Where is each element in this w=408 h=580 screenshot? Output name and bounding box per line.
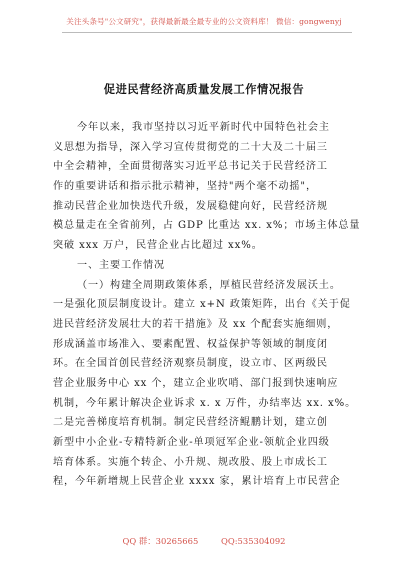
body-line: 义思想为指导，深入学习宣传贯彻党的二十大及二十届三	[53, 141, 328, 153]
footer-qq	[221, 536, 286, 546]
body-line: 环。在全国首创民营经济观察员制度，设立市、区两级民	[53, 358, 328, 370]
body-line: 形成涵盖市场准入、要素配置、权益保护等领域的制度闭	[53, 338, 328, 350]
body-line: 突破 xxx 万户，民营企业占比超过 xx%。	[53, 240, 263, 252]
body-line: 模总量走在全省前列，占 GDP 比重达 xx. x%；市场主体总量	[53, 220, 361, 232]
body-line: 今年以来，我市坚持以习近平新时代中国特色社会主	[77, 122, 330, 133]
footer-qq-label: QQ:	[220, 536, 238, 546]
body-line: 一是强化顶层制度设计。建立 x+N 政策矩阵，出台《关于促	[53, 299, 351, 311]
body-line: 作的重要讲话和指示批示精神，坚持"两个毫不动摇"，	[53, 181, 317, 193]
section-heading: 一、主要工作情况	[77, 259, 165, 271]
body-line: 培育体系。实施个转企、小升规、规改股、股上市成长工	[53, 456, 328, 468]
subsection-heading: （一）构建全周期政策体系，厚植民营经济发展沃土。	[77, 279, 341, 291]
body-line: 推动民营企业加快迭代升级，发展稳健向好，民营经济规	[53, 200, 328, 212]
body-line: 程，今年新增规上民营企业 xxxx 家，累计培育上市民营企	[53, 476, 341, 488]
footer-contact	[0, 535, 408, 547]
body-line: 中全会精神，全面贯彻落实习近平总书记关于民营经济工	[53, 161, 328, 173]
footer-qq-number: 535304092	[237, 536, 286, 546]
body-line: 二是完善梯度培育机制。制定民营经济鲲鹏计划，建立创	[53, 417, 328, 429]
document-title: 促进民营经济高质量发展工作情况报告	[103, 82, 305, 96]
body-line: 营企业服务中心 xx 个，建立企业吹哨、部门报到快速响应	[53, 377, 339, 389]
document-body	[53, 118, 363, 492]
header-banner: 关注头条号"公文研究"，获得最新最全最专业的公文资料库！ 微信：gongwenyj	[66, 17, 342, 26]
body-line: 机制，今年累计解决企业诉求 x. x 万件，办结率达 xx. x%。	[53, 397, 357, 409]
footer-qq-group	[123, 535, 199, 547]
header-divider	[62, 32, 352, 33]
body-line: 进民营经济发展壮大的若干措施》及 xx 个配套实施细则，	[53, 318, 339, 330]
body-line: 新型中小企业-专精特新企业-单项冠军企业-领航企业四级	[53, 437, 330, 448]
footer-qq-group-label: QQ 群：	[122, 536, 156, 546]
footer-qq-group-number: 30265665	[155, 536, 199, 546]
